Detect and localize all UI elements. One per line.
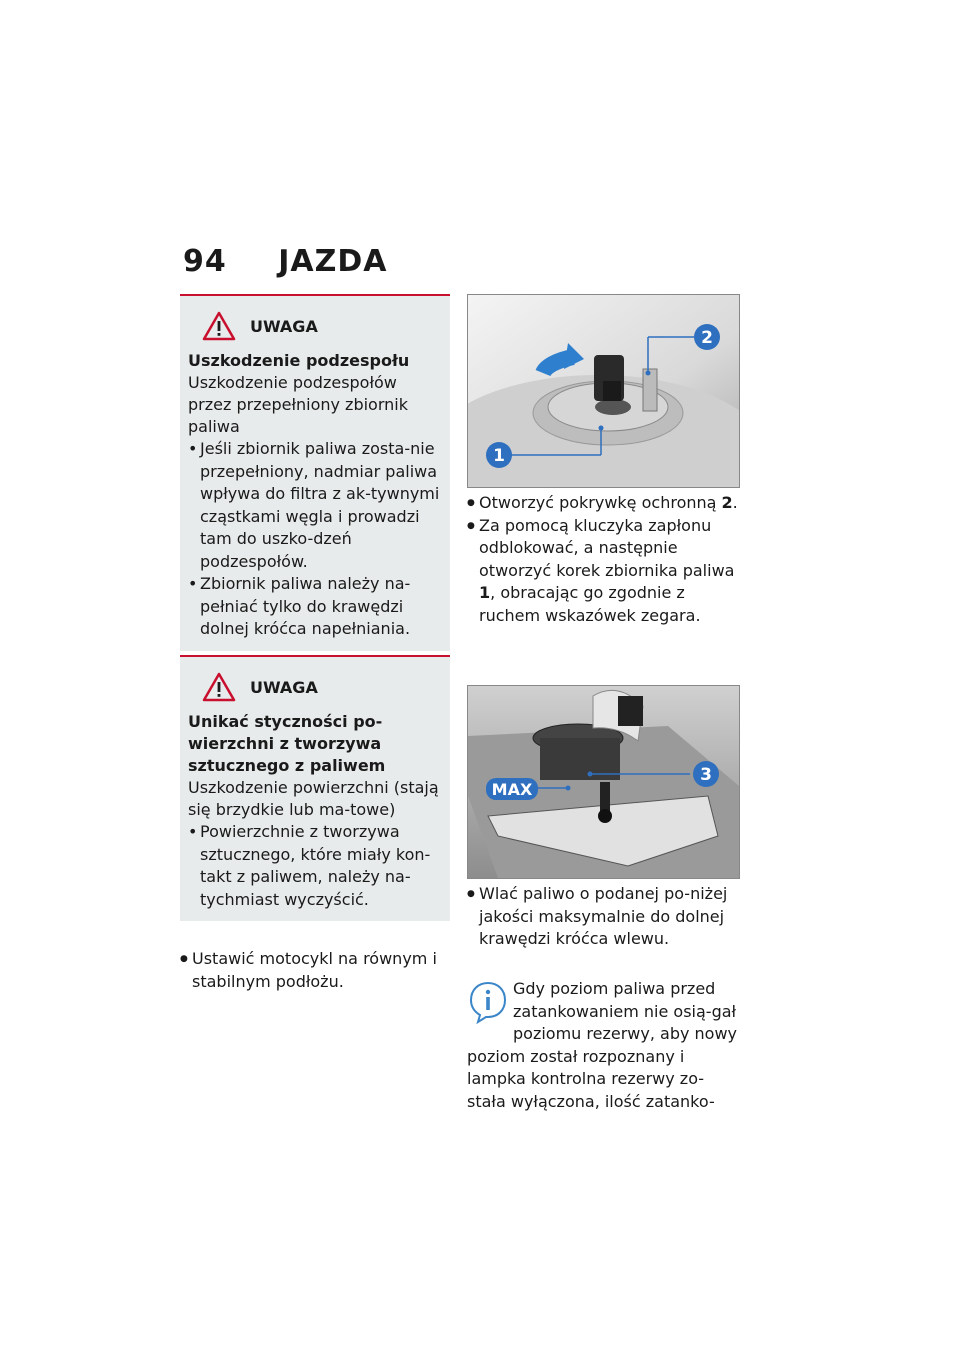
step-text: .: [732, 493, 738, 512]
notice-list: [188, 438, 442, 641]
step-text: Otworzyć pokrywkę ochronną: [479, 493, 722, 512]
warning-notice-1: [180, 294, 450, 651]
notice-list-item: • Powierzchnie z tworzywa sztucznego, które miały kon-takt z paliwem, należy na-tychmiast wyczyścić.: [188, 821, 442, 911]
warning-triangle-icon: [202, 311, 236, 341]
step-text: Za pomocą kluczyka zapłonu odblokować, a następnie otworzyć korek zbiornika paliwa: [479, 515, 735, 580]
step-ref: 1: [479, 583, 491, 602]
step-text: , obracając go zgodnie z ruchem wskazówek zegara.: [479, 583, 701, 625]
max-level-illustration: [468, 686, 739, 878]
callout-2: 2: [701, 328, 713, 348]
step-item: ● Wlać paliwo o podanej po-niżej jakości maksymalnie do dolnej krawędzi króćca wlewu.: [467, 883, 739, 951]
page-header: [183, 244, 387, 279]
info-icon: [467, 980, 509, 1024]
figure-max-level: [467, 685, 740, 879]
notice-header: [202, 308, 442, 344]
step-ref: 2: [721, 493, 733, 512]
page-number: 94: [183, 244, 227, 279]
notice-label: UWAGA: [250, 677, 318, 697]
notice-list-item: • Jeśli zbiornik paliwa zosta-nie przepełniony, nadmiar paliwa wpływa do filtra z ak-tywnymi cząstkami węgla i prowadzi tam do uszko-dzeń podzespołów.: [188, 438, 442, 573]
step-item: [467, 515, 739, 628]
info-text: Gdy poziom paliwa przed zatankowaniem nie osią-gał poziomu rezerwy, aby nowy poziom został rozpoznany i lampka kontrolna rezerwy zo-stała wyłączona, ilość zatanko-: [467, 979, 738, 1111]
callout-1: 1: [493, 446, 505, 466]
info-note: [467, 978, 739, 1113]
figure-fuel-cap: [467, 294, 740, 488]
fuel-cap-illustration: [468, 295, 739, 487]
notice-text: Uszkodzenie podzespołów przez przepełniony zbiornik paliwa: [188, 373, 408, 436]
notice-text: Uszkodzenie powierzchni (stają się brzydkie lub ma-towe): [188, 778, 439, 819]
notice-list-item: • Zbiornik paliwa należy na-pełniać tylko do krawędzi dolnej króćca napełniania.: [188, 573, 442, 641]
warning-notice-2: [180, 655, 450, 921]
left-step-list: [180, 948, 452, 993]
max-label: MAX: [491, 780, 533, 799]
notice-list: [188, 821, 442, 911]
step-item: [467, 492, 739, 515]
section-title: JAZDA: [278, 244, 388, 279]
steps-list-1: [467, 492, 739, 627]
step-item: ● Ustawić motocykl na równym i stabilnym podłożu.: [180, 948, 452, 993]
notice-title: Uszkodzenie podzespołu: [188, 351, 410, 370]
notice-title: Unikać styczności po-wierzchni z tworzywa sztucznego z paliwem: [188, 712, 386, 775]
notice-header: [202, 669, 442, 705]
warning-triangle-icon: [202, 672, 236, 702]
steps-list-2: [467, 883, 739, 951]
notice-label: UWAGA: [250, 316, 318, 336]
callout-3: 3: [700, 765, 712, 785]
